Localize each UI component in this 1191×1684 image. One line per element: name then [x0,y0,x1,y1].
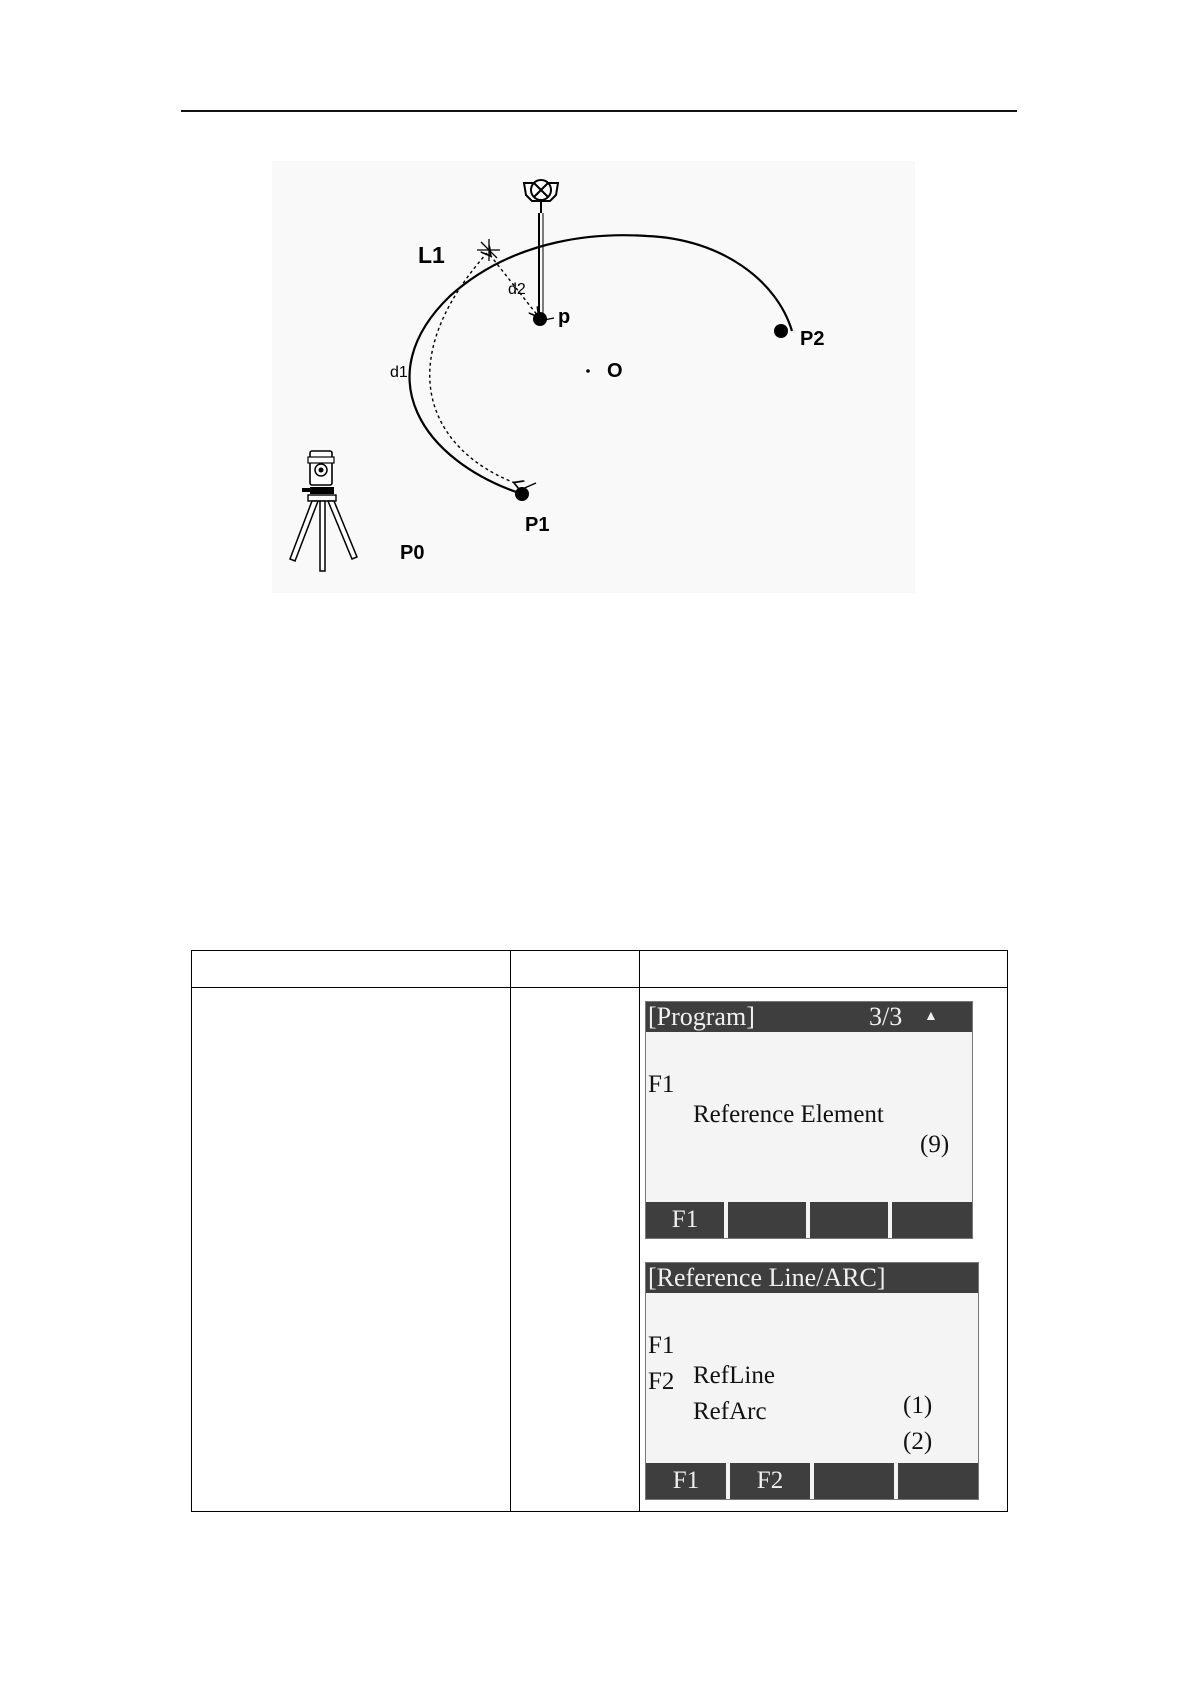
label-p1: P1 [525,514,550,536]
table-header-display [639,951,1007,987]
point-p [533,312,547,326]
program-title: [Program] [648,1002,755,1031]
refline-title: [Reference Line/ARC] [648,1263,886,1292]
table-column-divider-1 [510,951,511,1511]
softkey-f3[interactable] [814,1463,894,1499]
menu-item-label: Reference Element [693,1101,884,1128]
label-d1: d1 [390,364,408,381]
softkey-f2[interactable] [728,1202,806,1238]
menu-item-key: F2 [648,1368,675,1395]
point-p2 [774,324,788,338]
foot-point-marker [477,239,500,261]
program-page-indicator: 3/3 [869,1002,903,1031]
menu-item-count: (1) [903,1392,933,1419]
table-header-operation [192,951,510,987]
softkey-f4[interactable] [892,1202,972,1238]
reference-arc-diagram [272,161,915,593]
softkey-f2[interactable]: F2 [730,1463,810,1499]
table-column-divider-2 [639,951,640,1511]
label-p: p [558,306,571,328]
menu-item-key: F1 [648,1332,675,1359]
center-o [586,369,590,373]
reference-line-arc-screen [645,1262,979,1500]
program-screen [645,1001,973,1239]
softkey-f4[interactable] [898,1463,978,1499]
program-title-bar [646,1002,972,1032]
table-header-key [510,951,639,987]
label-l1: L1 [418,242,445,268]
triangle-up-icon[interactable]: ▲ [924,1009,938,1024]
menu-item-reference-element[interactable] [648,1040,968,1158]
label-p2: P2 [800,328,825,350]
label-p0: P0 [400,542,425,564]
table-header-divider [192,987,1007,988]
menu-item-key: F1 [648,1071,675,1098]
menu-item-count: (2) [903,1428,933,1455]
program-softkey-bar [646,1202,972,1238]
label-d2: d2 [508,281,526,298]
point-p1 [515,487,529,501]
refline-title-bar [646,1263,978,1293]
menu-item-label: RefArc [693,1398,767,1425]
softkey-f3[interactable] [810,1202,888,1238]
label-o: O [607,360,623,382]
total-station-icon [290,451,357,571]
reference-arc-figure [272,161,915,593]
menu-item-label: RefLine [693,1362,775,1389]
softkey-f1[interactable]: F1 [646,1463,726,1499]
menu-item-count: (9) [920,1131,950,1158]
softkey-f1[interactable]: F1 [646,1202,724,1238]
refline-softkey-bar [646,1463,978,1499]
header-rule [181,110,1017,112]
